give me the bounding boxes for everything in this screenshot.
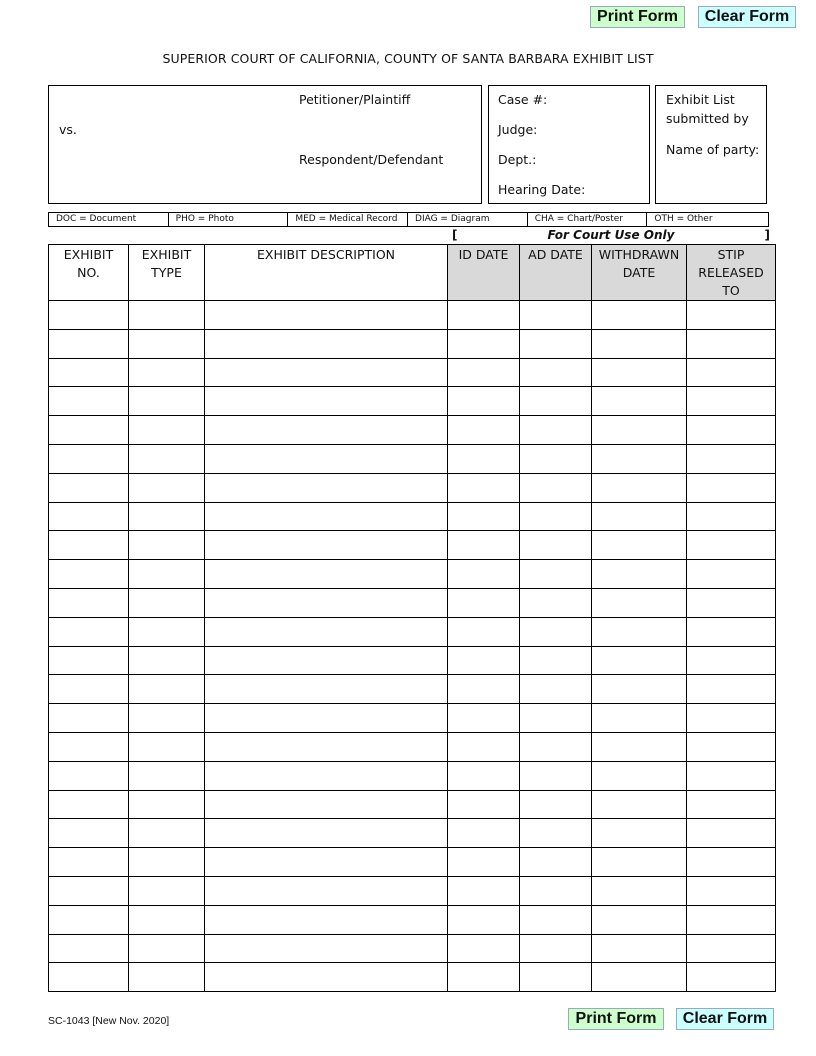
exhibit-type-cell[interactable] xyxy=(129,560,205,589)
exhibit-type-cell[interactable] xyxy=(129,819,205,848)
stip-released-to-cell[interactable] xyxy=(687,761,776,790)
exhibit-type-cell[interactable] xyxy=(129,502,205,531)
vs-label: vs. xyxy=(59,122,77,137)
ad-date-cell[interactable] xyxy=(520,301,592,330)
exhibit-description-cell[interactable] xyxy=(205,531,448,560)
exhibit-type-cell[interactable] xyxy=(129,848,205,877)
ad-date-cell[interactable] xyxy=(520,848,592,877)
exhibit-description-cell[interactable] xyxy=(205,301,448,330)
exhibit-description-cell[interactable] xyxy=(205,963,448,992)
exhibit-no-cell[interactable] xyxy=(49,531,129,560)
table-row xyxy=(49,531,776,560)
legend-cha: CHA = Chart/Poster xyxy=(528,213,648,226)
stip-released-to-cell[interactable] xyxy=(687,819,776,848)
exhibit-description-cell[interactable] xyxy=(205,905,448,934)
withdrawn-date-cell[interactable] xyxy=(592,329,687,358)
id-date-cell[interactable] xyxy=(448,329,520,358)
exhibit-no-cell[interactable] xyxy=(49,963,129,992)
exhibit-type-cell[interactable] xyxy=(129,675,205,704)
form-id-footer: SC-1043 [New Nov. 2020] xyxy=(48,1015,170,1027)
withdrawn-date-cell[interactable] xyxy=(592,675,687,704)
table-row xyxy=(49,502,776,531)
id-date-cell[interactable] xyxy=(448,416,520,445)
withdrawn-date-cell[interactable] xyxy=(592,790,687,819)
stip-released-to-cell[interactable] xyxy=(687,387,776,416)
exhibit-no-cell[interactable] xyxy=(49,301,129,330)
withdrawn-date-cell[interactable] xyxy=(592,387,687,416)
withdrawn-date-cell[interactable] xyxy=(592,473,687,502)
exhibit-no-cell[interactable] xyxy=(49,646,129,675)
case-info-box[interactable] xyxy=(488,85,650,204)
exhibit-no-cell[interactable] xyxy=(49,617,129,646)
exhibit-type-cell[interactable] xyxy=(129,732,205,761)
clear-form-button-top[interactable]: Clear Form xyxy=(698,6,796,28)
exhibit-no-cell[interactable] xyxy=(49,675,129,704)
court-use-open-bracket: [ xyxy=(452,228,458,242)
exhibit-type-cell[interactable] xyxy=(129,761,205,790)
parties-box[interactable] xyxy=(48,85,482,204)
table-row xyxy=(49,329,776,358)
withdrawn-date-cell[interactable] xyxy=(592,358,687,387)
table-row xyxy=(49,819,776,848)
exhibit-no-cell[interactable] xyxy=(49,358,129,387)
id-date-cell[interactable] xyxy=(448,963,520,992)
exhibit-description-cell[interactable] xyxy=(205,560,448,589)
exhibit-description-cell[interactable] xyxy=(205,848,448,877)
withdrawn-date-cell[interactable] xyxy=(592,301,687,330)
ad-date-cell[interactable] xyxy=(520,704,592,733)
withdrawn-date-cell[interactable] xyxy=(592,905,687,934)
exhibit-description-cell[interactable] xyxy=(205,934,448,963)
exhibit-no-cell[interactable] xyxy=(49,905,129,934)
stip-released-to-cell[interactable] xyxy=(687,588,776,617)
exhibit-description-cell[interactable] xyxy=(205,732,448,761)
id-date-cell[interactable] xyxy=(448,876,520,905)
stip-released-to-cell[interactable] xyxy=(687,502,776,531)
court-use-close-bracket: ] xyxy=(764,228,770,242)
ad-date-cell[interactable] xyxy=(520,934,592,963)
exhibit-type-legend xyxy=(48,212,769,227)
ad-date-cell[interactable] xyxy=(520,905,592,934)
stip-released-to-cell[interactable] xyxy=(687,329,776,358)
id-date-cell[interactable] xyxy=(448,301,520,330)
ad-date-cell[interactable] xyxy=(520,617,592,646)
exhibit-description-cell[interactable] xyxy=(205,358,448,387)
stip-released-to-cell[interactable] xyxy=(687,358,776,387)
exhibit-type-cell[interactable] xyxy=(129,416,205,445)
legend-oth: OTH = Other xyxy=(654,214,713,224)
withdrawn-date-cell[interactable] xyxy=(592,502,687,531)
submitted-by-label: submitted by xyxy=(666,111,749,126)
ad-date-cell[interactable] xyxy=(520,675,592,704)
withdrawn-date-cell[interactable] xyxy=(592,617,687,646)
ad-date-cell[interactable] xyxy=(520,732,592,761)
withdrawn-date-cell[interactable] xyxy=(592,416,687,445)
table-row xyxy=(49,761,776,790)
ad-date-cell[interactable] xyxy=(520,819,592,848)
exhibit-no-cell[interactable] xyxy=(49,876,129,905)
exhibit-type-cell[interactable] xyxy=(129,588,205,617)
withdrawn-date-cell[interactable] xyxy=(592,560,687,589)
ad-date-cell[interactable] xyxy=(520,761,592,790)
submitted-by-box[interactable] xyxy=(655,85,767,204)
print-form-button-bottom[interactable]: Print Form xyxy=(568,1008,664,1030)
respondent-label: Respondent/Defendant xyxy=(299,152,444,167)
ad-date-cell[interactable] xyxy=(520,473,592,502)
stip-released-to-cell[interactable] xyxy=(687,444,776,473)
stip-released-to-cell[interactable] xyxy=(687,560,776,589)
ad-date-cell[interactable] xyxy=(520,387,592,416)
exhibit-no-cell[interactable] xyxy=(49,560,129,589)
exhibit-type-cell[interactable] xyxy=(129,790,205,819)
header-stip-released-to: STIP RELEASED TO xyxy=(687,245,776,301)
exhibit-no-cell[interactable] xyxy=(49,444,129,473)
ad-date-cell[interactable] xyxy=(520,876,592,905)
exhibit-description-cell[interactable] xyxy=(205,761,448,790)
ad-date-cell[interactable] xyxy=(520,358,592,387)
stip-released-to-cell[interactable] xyxy=(687,617,776,646)
table-row xyxy=(49,473,776,502)
stip-released-to-cell[interactable] xyxy=(687,301,776,330)
header-exhibit-no: EXHIBIT NO. xyxy=(49,245,129,301)
exhibit-type-cell[interactable] xyxy=(129,301,205,330)
stip-released-to-cell[interactable] xyxy=(687,646,776,675)
withdrawn-date-cell[interactable] xyxy=(592,646,687,675)
exhibit-no-cell[interactable] xyxy=(49,416,129,445)
ad-date-cell[interactable] xyxy=(520,646,592,675)
header-exhibit-type: EXHIBIT TYPE xyxy=(129,245,205,301)
ad-date-cell[interactable] xyxy=(520,416,592,445)
withdrawn-date-cell[interactable] xyxy=(592,761,687,790)
id-date-cell[interactable] xyxy=(448,560,520,589)
exhibit-type-cell[interactable] xyxy=(129,531,205,560)
table-row xyxy=(49,963,776,992)
exhibit-description-cell[interactable] xyxy=(205,387,448,416)
legend-diag: DIAG = Diagram xyxy=(408,213,528,226)
stip-released-to-cell[interactable] xyxy=(687,934,776,963)
exhibit-type-cell[interactable] xyxy=(129,704,205,733)
header-withdrawn-date: WITHDRAWN DATE xyxy=(592,245,687,301)
exhibit-type-cell[interactable] xyxy=(129,963,205,992)
exhibit-no-cell[interactable] xyxy=(49,473,129,502)
exhibit-no-cell[interactable] xyxy=(49,790,129,819)
exhibit-description-cell[interactable] xyxy=(205,819,448,848)
table-row xyxy=(49,876,776,905)
stip-released-to-cell[interactable] xyxy=(687,963,776,992)
stip-released-to-cell[interactable] xyxy=(687,905,776,934)
exhibit-description-cell[interactable] xyxy=(205,416,448,445)
withdrawn-date-cell[interactable] xyxy=(592,963,687,992)
table-row xyxy=(49,301,776,330)
id-date-cell[interactable] xyxy=(448,444,520,473)
ad-date-cell[interactable] xyxy=(520,444,592,473)
ad-date-cell[interactable] xyxy=(520,790,592,819)
withdrawn-date-cell[interactable] xyxy=(592,588,687,617)
stip-released-to-cell[interactable] xyxy=(687,848,776,877)
id-date-cell[interactable] xyxy=(448,848,520,877)
exhibit-type-cell[interactable] xyxy=(129,387,205,416)
stip-released-to-cell[interactable] xyxy=(687,790,776,819)
table-row xyxy=(49,444,776,473)
exhibit-type-cell[interactable] xyxy=(129,934,205,963)
withdrawn-date-cell[interactable] xyxy=(592,848,687,877)
table-row xyxy=(49,675,776,704)
id-date-cell[interactable] xyxy=(448,761,520,790)
withdrawn-date-cell[interactable] xyxy=(592,819,687,848)
stip-released-to-cell[interactable] xyxy=(687,473,776,502)
table-row xyxy=(49,732,776,761)
print-form-button-top[interactable]: Print Form xyxy=(590,6,685,28)
id-date-cell[interactable] xyxy=(448,675,520,704)
exhibit-type-cell[interactable] xyxy=(129,358,205,387)
table-row xyxy=(49,387,776,416)
stip-released-to-cell[interactable] xyxy=(687,732,776,761)
withdrawn-date-cell[interactable] xyxy=(592,444,687,473)
exhibit-type-cell[interactable] xyxy=(129,876,205,905)
exhibit-type-cell[interactable] xyxy=(129,473,205,502)
exhibit-description-cell[interactable] xyxy=(205,646,448,675)
ad-date-cell[interactable] xyxy=(520,963,592,992)
exhibit-type-cell[interactable] xyxy=(129,329,205,358)
exhibit-table-body xyxy=(49,301,776,992)
id-date-cell[interactable] xyxy=(448,819,520,848)
ad-date-cell[interactable] xyxy=(520,329,592,358)
stip-released-to-cell[interactable] xyxy=(687,675,776,704)
stip-released-to-cell[interactable] xyxy=(687,704,776,733)
id-date-cell[interactable] xyxy=(448,473,520,502)
exhibit-no-cell[interactable] xyxy=(49,848,129,877)
exhibit-description-cell[interactable] xyxy=(205,329,448,358)
judge-label: Judge: xyxy=(498,122,538,137)
petitioner-label: Petitioner/Plaintiff xyxy=(299,92,411,107)
clear-form-button-bottom[interactable]: Clear Form xyxy=(676,1008,774,1030)
id-date-cell[interactable] xyxy=(448,646,520,675)
id-date-cell[interactable] xyxy=(448,358,520,387)
table-row xyxy=(49,588,776,617)
exhibit-no-cell[interactable] xyxy=(49,704,129,733)
table-row xyxy=(49,704,776,733)
exhibit-description-cell[interactable] xyxy=(205,876,448,905)
table-header-row xyxy=(49,245,776,301)
table-row xyxy=(49,617,776,646)
exhibit-description-cell[interactable] xyxy=(205,617,448,646)
table-row xyxy=(49,560,776,589)
id-date-cell[interactable] xyxy=(448,790,520,819)
court-use-only-banner xyxy=(452,228,770,244)
exhibit-description-cell[interactable] xyxy=(205,588,448,617)
case-number-label: Case #: xyxy=(498,92,548,107)
exhibit-description-cell[interactable] xyxy=(205,675,448,704)
exhibit-no-cell[interactable] xyxy=(49,934,129,963)
table-row xyxy=(49,646,776,675)
table-row xyxy=(49,905,776,934)
exhibit-description-cell[interactable] xyxy=(205,473,448,502)
form-title: SUPERIOR COURT OF CALIFORNIA, COUNTY OF SANTA BARBARA EXHIBIT LIST xyxy=(162,51,654,66)
id-date-cell[interactable] xyxy=(448,704,520,733)
exhibit-description-cell[interactable] xyxy=(205,790,448,819)
exhibit-no-cell[interactable] xyxy=(49,732,129,761)
withdrawn-date-cell[interactable] xyxy=(592,704,687,733)
table-row xyxy=(49,790,776,819)
legend-med: MED = Medical Record xyxy=(288,213,408,226)
header-id-date: ID DATE xyxy=(448,245,520,301)
withdrawn-date-cell[interactable] xyxy=(592,934,687,963)
exhibit-no-cell[interactable] xyxy=(49,761,129,790)
id-date-cell[interactable] xyxy=(448,387,520,416)
id-date-cell[interactable] xyxy=(448,588,520,617)
name-of-party-label: Name of party: xyxy=(666,142,760,157)
exhibit-description-cell[interactable] xyxy=(205,704,448,733)
stip-released-to-cell[interactable] xyxy=(687,416,776,445)
exhibit-type-cell[interactable] xyxy=(129,444,205,473)
id-date-cell[interactable] xyxy=(448,732,520,761)
exhibit-description-cell[interactable] xyxy=(205,444,448,473)
exhibit-list-label: Exhibit List xyxy=(666,92,735,107)
header-exhibit-description: EXHIBIT DESCRIPTION xyxy=(205,245,448,301)
id-date-cell[interactable] xyxy=(448,934,520,963)
withdrawn-date-cell[interactable] xyxy=(592,732,687,761)
court-use-text: For Court Use Only xyxy=(547,228,675,242)
exhibit-no-cell[interactable] xyxy=(49,387,129,416)
id-date-cell[interactable] xyxy=(448,905,520,934)
exhibit-no-cell[interactable] xyxy=(49,329,129,358)
table-row xyxy=(49,934,776,963)
ad-date-cell[interactable] xyxy=(520,502,592,531)
ad-date-cell[interactable] xyxy=(520,531,592,560)
header-ad-date: AD DATE xyxy=(520,245,592,301)
exhibit-type-cell[interactable] xyxy=(129,646,205,675)
id-date-cell[interactable] xyxy=(448,617,520,646)
ad-date-cell[interactable] xyxy=(520,588,592,617)
legend-pho: PHO = Photo xyxy=(169,213,289,226)
withdrawn-date-cell[interactable] xyxy=(592,531,687,560)
table-row xyxy=(49,416,776,445)
legend-doc: DOC = Document xyxy=(49,213,169,226)
stip-released-to-cell[interactable] xyxy=(687,876,776,905)
exhibit-no-cell[interactable] xyxy=(49,588,129,617)
exhibit-description-cell[interactable] xyxy=(205,502,448,531)
exhibit-type-cell[interactable] xyxy=(129,617,205,646)
exhibit-table xyxy=(48,244,776,992)
stip-released-to-cell[interactable] xyxy=(687,531,776,560)
exhibit-no-cell[interactable] xyxy=(49,819,129,848)
exhibit-type-cell[interactable] xyxy=(129,905,205,934)
hearing-date-label: Hearing Date: xyxy=(498,182,586,197)
id-date-cell[interactable] xyxy=(448,531,520,560)
exhibit-no-cell[interactable] xyxy=(49,502,129,531)
table-row xyxy=(49,848,776,877)
id-date-cell[interactable] xyxy=(448,502,520,531)
ad-date-cell[interactable] xyxy=(520,560,592,589)
dept-label: Dept.: xyxy=(498,152,537,167)
table-row xyxy=(49,358,776,387)
withdrawn-date-cell[interactable] xyxy=(592,876,687,905)
